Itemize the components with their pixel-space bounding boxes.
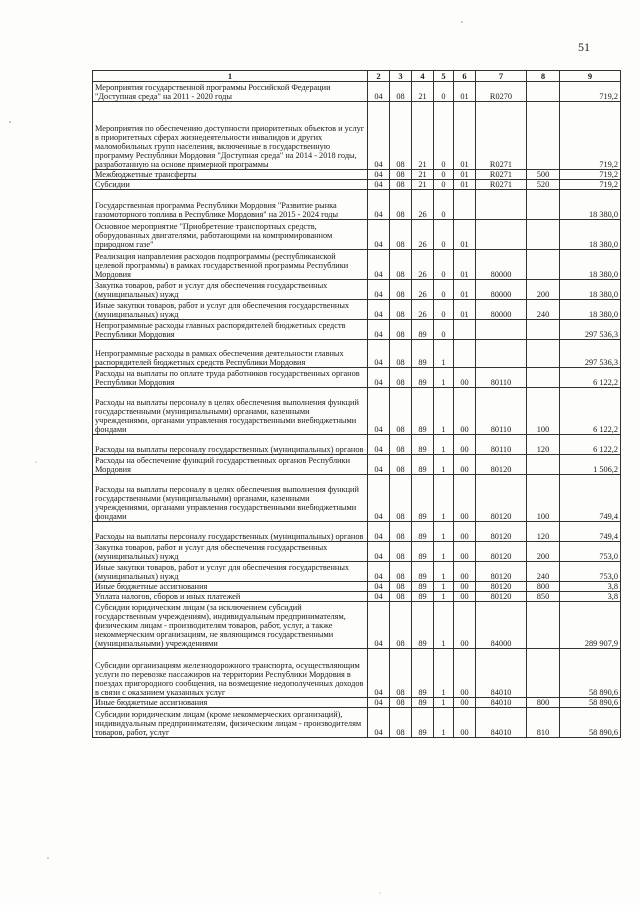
row-code-cell: 04 bbox=[368, 82, 390, 102]
row-code-cell: 719,2 bbox=[560, 180, 621, 190]
row-code-cell: 89 bbox=[412, 522, 434, 542]
row-code-cell bbox=[476, 320, 527, 340]
header-cell: 7 bbox=[476, 71, 527, 82]
row-code-cell: 100 bbox=[527, 475, 560, 522]
row-code-cell bbox=[476, 190, 527, 220]
row-code-cell: 00 bbox=[454, 649, 476, 698]
row-code-cell: 01 bbox=[454, 220, 476, 250]
row-code-cell: 719,2 bbox=[560, 102, 621, 170]
table-row bbox=[93, 455, 621, 475]
table-body bbox=[93, 82, 621, 738]
row-code-cell: 89 bbox=[412, 582, 434, 592]
row-code-cell: 80120 bbox=[476, 455, 527, 475]
row-code-cell: 0 bbox=[434, 320, 454, 340]
row-code-cell: 6 122,2 bbox=[560, 368, 621, 388]
header-cell: 4 bbox=[412, 71, 434, 82]
row-code-cell: 0 bbox=[434, 82, 454, 102]
row-code-cell: 00 bbox=[454, 602, 476, 649]
row-code-cell: 04 bbox=[368, 320, 390, 340]
row-code-cell: 749,4 bbox=[560, 475, 621, 522]
row-code-cell: 00 bbox=[454, 542, 476, 562]
table-row bbox=[93, 542, 621, 562]
row-code-cell: 89 bbox=[412, 340, 434, 368]
row-code-cell: 240 bbox=[527, 300, 560, 320]
row-code-cell: 80110 bbox=[476, 368, 527, 388]
row-code-cell: 3,8 bbox=[560, 582, 621, 592]
row-code-cell: 297 536,3 bbox=[560, 340, 621, 368]
row-code-cell: 6 122,2 bbox=[560, 388, 621, 435]
row-code-cell: 89 bbox=[412, 388, 434, 435]
row-description-cell: Расходы на обеспечение функций государственных органов Республики Мордовия bbox=[93, 455, 368, 475]
row-code-cell bbox=[476, 340, 527, 368]
row-code-cell: 1 bbox=[434, 388, 454, 435]
row-code-cell: 80000 bbox=[476, 300, 527, 320]
row-code-cell: 04 bbox=[368, 368, 390, 388]
row-code-cell: 21 bbox=[412, 180, 434, 190]
table-row bbox=[93, 582, 621, 592]
table-row bbox=[93, 180, 621, 190]
row-code-cell: 21 bbox=[412, 102, 434, 170]
header-cell: 6 bbox=[454, 71, 476, 82]
row-code-cell: 0 bbox=[434, 170, 454, 180]
row-code-cell bbox=[527, 368, 560, 388]
row-code-cell: 1 bbox=[434, 522, 454, 542]
row-code-cell: 21 bbox=[412, 82, 434, 102]
row-description-cell: Субсидии юридическим лицам (кроме некоммерческих организаций), индивидуальным предпринимателям, физическим лицам - производителям товаров, работ, услуг bbox=[93, 708, 368, 738]
row-code-cell: 749,4 bbox=[560, 522, 621, 542]
row-code-cell: 1 bbox=[434, 562, 454, 582]
row-code-cell: R0271 bbox=[476, 102, 527, 170]
row-code-cell: 04 bbox=[368, 435, 390, 455]
row-code-cell: 240 bbox=[527, 562, 560, 582]
table-row bbox=[93, 170, 621, 180]
table-row bbox=[93, 300, 621, 320]
row-code-cell bbox=[527, 190, 560, 220]
row-code-cell: 04 bbox=[368, 542, 390, 562]
page-number: 51 bbox=[578, 40, 590, 54]
row-code-cell: 08 bbox=[390, 602, 412, 649]
row-code-cell: 08 bbox=[390, 592, 412, 602]
table-row bbox=[93, 522, 621, 542]
row-description-cell: Мероприятия по обеспечению доступности приоритетных объектов и услуг в приоритетных сферах жизнедеятельности инвалидов и других маломобильных групп населения, включенные в государственную программу Республики Мордовия "Доступная среда" на 2014 - 2018 годы, разработанную на основе примерной программы bbox=[93, 102, 368, 170]
row-code-cell: 08 bbox=[390, 649, 412, 698]
row-code-cell: 80120 bbox=[476, 522, 527, 542]
row-code-cell: 289 907,9 bbox=[560, 602, 621, 649]
row-code-cell: 89 bbox=[412, 602, 434, 649]
row-code-cell: 04 bbox=[368, 170, 390, 180]
budget-table bbox=[92, 70, 621, 738]
row-code-cell bbox=[527, 250, 560, 280]
row-code-cell: 04 bbox=[368, 582, 390, 592]
table-row bbox=[93, 708, 621, 738]
row-code-cell: 0 bbox=[434, 180, 454, 190]
row-code-cell: 500 bbox=[527, 170, 560, 180]
row-code-cell: 18 380,0 bbox=[560, 220, 621, 250]
row-code-cell: 1 bbox=[434, 708, 454, 738]
row-code-cell: 04 bbox=[368, 708, 390, 738]
row-code-cell: 0 bbox=[434, 300, 454, 320]
row-code-cell: 00 bbox=[454, 368, 476, 388]
row-code-cell: 120 bbox=[527, 435, 560, 455]
row-code-cell: 08 bbox=[390, 220, 412, 250]
row-code-cell bbox=[527, 102, 560, 170]
row-description-cell: Субсидии bbox=[93, 180, 368, 190]
row-description-cell: Реализация направления расходов подпрограммы (республиканской целевой программы) в рамках государственной программы Республики Мордовия bbox=[93, 250, 368, 280]
row-code-cell: 08 bbox=[390, 280, 412, 300]
table-row bbox=[93, 250, 621, 280]
header-cell: 3 bbox=[390, 71, 412, 82]
row-code-cell: 08 bbox=[390, 300, 412, 320]
row-code-cell: 26 bbox=[412, 300, 434, 320]
row-code-cell: 08 bbox=[390, 522, 412, 542]
row-code-cell: 04 bbox=[368, 562, 390, 582]
row-code-cell bbox=[527, 649, 560, 698]
row-code-cell: 01 bbox=[454, 82, 476, 102]
row-code-cell: 297 536,3 bbox=[560, 320, 621, 340]
row-code-cell: 1 bbox=[434, 582, 454, 592]
row-code-cell bbox=[527, 455, 560, 475]
table-row bbox=[93, 340, 621, 368]
table-row bbox=[93, 368, 621, 388]
row-code-cell: 04 bbox=[368, 602, 390, 649]
row-code-cell bbox=[454, 190, 476, 220]
row-code-cell: 08 bbox=[390, 698, 412, 708]
row-code-cell: 200 bbox=[527, 280, 560, 300]
row-code-cell: 04 bbox=[368, 250, 390, 280]
row-code-cell: 04 bbox=[368, 280, 390, 300]
row-code-cell: 0 bbox=[434, 220, 454, 250]
row-code-cell: 80000 bbox=[476, 250, 527, 280]
row-code-cell: 0 bbox=[434, 250, 454, 280]
row-code-cell: 1 bbox=[434, 435, 454, 455]
row-code-cell: 1 bbox=[434, 592, 454, 602]
row-code-cell: 00 bbox=[454, 562, 476, 582]
row-code-cell: 3,8 bbox=[560, 592, 621, 602]
row-code-cell: 1 bbox=[434, 602, 454, 649]
row-code-cell: 0 bbox=[434, 280, 454, 300]
row-code-cell: 84000 bbox=[476, 602, 527, 649]
row-code-cell: 89 bbox=[412, 592, 434, 602]
row-code-cell: 89 bbox=[412, 475, 434, 522]
row-code-cell: 800 bbox=[527, 582, 560, 592]
row-description-cell: Расходы на выплаты персоналу государственных (муниципальных) органов bbox=[93, 435, 368, 455]
row-code-cell: 800 bbox=[527, 698, 560, 708]
row-code-cell: 1 bbox=[434, 368, 454, 388]
row-code-cell: 89 bbox=[412, 320, 434, 340]
row-description-cell: Непрограммные расходы главных распорядителей бюджетных средств Республики Мордовия bbox=[93, 320, 368, 340]
table-row bbox=[93, 190, 621, 220]
row-code-cell: 1 bbox=[434, 455, 454, 475]
row-description-cell: Расходы на выплаты персоналу в целях обеспечения выполнения функций государственными (муниципальными) органами, казенными учреждениями, органами управления государственными внебюджетными фондами bbox=[93, 475, 368, 522]
row-code-cell bbox=[527, 340, 560, 368]
row-code-cell bbox=[454, 320, 476, 340]
row-code-cell: 08 bbox=[390, 388, 412, 435]
row-code-cell: 120 bbox=[527, 522, 560, 542]
row-code-cell: 01 bbox=[454, 102, 476, 170]
table-header-row bbox=[93, 71, 621, 82]
row-code-cell: 04 bbox=[368, 649, 390, 698]
table-row bbox=[93, 320, 621, 340]
row-code-cell: 04 bbox=[368, 190, 390, 220]
row-code-cell: 89 bbox=[412, 455, 434, 475]
row-code-cell: 00 bbox=[454, 522, 476, 542]
row-code-cell: 18 380,0 bbox=[560, 190, 621, 220]
row-code-cell: 01 bbox=[454, 280, 476, 300]
row-code-cell: 100 bbox=[527, 388, 560, 435]
row-description-cell: Расходы на выплаты персоналу государственных (муниципальных) органов bbox=[93, 522, 368, 542]
row-code-cell: 80110 bbox=[476, 388, 527, 435]
row-code-cell: 04 bbox=[368, 220, 390, 250]
row-code-cell: 01 bbox=[454, 170, 476, 180]
table-row bbox=[93, 82, 621, 102]
table-row bbox=[93, 562, 621, 582]
row-code-cell: 1 506,2 bbox=[560, 455, 621, 475]
row-description-cell: Межбюджетные трансферты bbox=[93, 170, 368, 180]
row-code-cell: 01 bbox=[454, 300, 476, 320]
row-code-cell: 04 bbox=[368, 522, 390, 542]
row-code-cell: 1 bbox=[434, 698, 454, 708]
row-code-cell: 1 bbox=[434, 649, 454, 698]
row-code-cell: 520 bbox=[527, 180, 560, 190]
row-code-cell bbox=[454, 340, 476, 368]
row-code-cell: 21 bbox=[412, 170, 434, 180]
row-code-cell: 80110 bbox=[476, 435, 527, 455]
row-code-cell: 08 bbox=[390, 435, 412, 455]
row-code-cell: 04 bbox=[368, 180, 390, 190]
header-cell: 9 bbox=[560, 71, 621, 82]
row-description-cell: Мероприятия государственной программы Российской Федерации "Доступная среда" на 2011 - 2020 годы bbox=[93, 82, 368, 102]
row-code-cell: 08 bbox=[390, 475, 412, 522]
row-code-cell bbox=[527, 82, 560, 102]
row-code-cell: 80120 bbox=[476, 582, 527, 592]
row-code-cell: 01 bbox=[454, 180, 476, 190]
row-code-cell: 1 bbox=[434, 542, 454, 562]
row-code-cell: 04 bbox=[368, 475, 390, 522]
row-code-cell: 08 bbox=[390, 180, 412, 190]
table-row bbox=[93, 475, 621, 522]
table-row bbox=[93, 388, 621, 435]
row-code-cell: 00 bbox=[454, 388, 476, 435]
row-code-cell: 08 bbox=[390, 170, 412, 180]
row-description-cell: Иные бюджетные ассигнования bbox=[93, 698, 368, 708]
row-code-cell bbox=[476, 220, 527, 250]
table-row bbox=[93, 602, 621, 649]
row-code-cell: 01 bbox=[454, 250, 476, 280]
row-code-cell: 08 bbox=[390, 102, 412, 170]
row-code-cell: 08 bbox=[390, 250, 412, 280]
row-description-cell: Непрограммные расходы в рамках обеспечения деятельности главных распорядителей бюджетных средств Республики Мордовия bbox=[93, 340, 368, 368]
table-row bbox=[93, 102, 621, 170]
table-row bbox=[93, 220, 621, 250]
row-code-cell: 89 bbox=[412, 708, 434, 738]
row-code-cell: 08 bbox=[390, 582, 412, 592]
row-code-cell: 0 bbox=[434, 102, 454, 170]
row-description-cell: Расходы на выплаты персоналу в целях обеспечения выполнения функций государственными (муниципальными) органами, казенными учреждениями, органами управления государственными внебюджетными фондами bbox=[93, 388, 368, 435]
header-cell: 1 bbox=[93, 71, 368, 82]
row-code-cell: 08 bbox=[390, 368, 412, 388]
row-description-cell: Иные бюджетные ассигнования bbox=[93, 582, 368, 592]
row-code-cell: 26 bbox=[412, 250, 434, 280]
row-code-cell: 719,2 bbox=[560, 170, 621, 180]
row-code-cell bbox=[527, 220, 560, 250]
header-cell: 8 bbox=[527, 71, 560, 82]
row-code-cell: 04 bbox=[368, 592, 390, 602]
row-code-cell: 18 380,0 bbox=[560, 280, 621, 300]
row-code-cell: 00 bbox=[454, 455, 476, 475]
row-code-cell: R0271 bbox=[476, 180, 527, 190]
row-code-cell: 08 bbox=[390, 708, 412, 738]
row-code-cell: 04 bbox=[368, 340, 390, 368]
row-code-cell bbox=[527, 320, 560, 340]
row-code-cell: 04 bbox=[368, 698, 390, 708]
row-code-cell: 89 bbox=[412, 649, 434, 698]
row-code-cell: 850 bbox=[527, 592, 560, 602]
row-code-cell: 84010 bbox=[476, 649, 527, 698]
row-code-cell: 04 bbox=[368, 455, 390, 475]
row-code-cell: 89 bbox=[412, 368, 434, 388]
row-code-cell: 753,0 bbox=[560, 562, 621, 582]
row-code-cell: 08 bbox=[390, 82, 412, 102]
row-code-cell: 80120 bbox=[476, 475, 527, 522]
row-code-cell: 58 890,6 bbox=[560, 708, 621, 738]
row-code-cell: R0270 bbox=[476, 82, 527, 102]
row-code-cell: 00 bbox=[454, 582, 476, 592]
row-code-cell: 80000 bbox=[476, 280, 527, 300]
row-description-cell: Иные закупки товаров, работ и услуг для обеспечения государственных (муниципальных) нужд bbox=[93, 300, 368, 320]
row-description-cell: Основное мероприятие "Приобретение транспортных средств, оборудованных двигателями, работающими на компримированном природном газе" bbox=[93, 220, 368, 250]
row-code-cell: 810 bbox=[527, 708, 560, 738]
row-code-cell: 08 bbox=[390, 340, 412, 368]
row-code-cell bbox=[527, 602, 560, 649]
row-code-cell: 58 890,6 bbox=[560, 698, 621, 708]
row-code-cell: 80120 bbox=[476, 592, 527, 602]
row-description-cell: Иные закупки товаров, работ и услуг для обеспечения государственных (муниципальных) нужд bbox=[93, 562, 368, 582]
row-code-cell: 08 bbox=[390, 320, 412, 340]
row-code-cell: 200 bbox=[527, 542, 560, 562]
row-code-cell: 1 bbox=[434, 340, 454, 368]
row-code-cell: 89 bbox=[412, 562, 434, 582]
row-code-cell: 00 bbox=[454, 708, 476, 738]
row-description-cell: Субсидии организациям железнодорожного транспорта, осуществляющим услуги по перевозке пассажиров на территории Республики Мордовия в поездах пригородного сообщения, на возмещение недополученных доходов в связи с оказанием указанных услуг bbox=[93, 649, 368, 698]
row-code-cell: 08 bbox=[390, 455, 412, 475]
row-code-cell: 6 122,2 bbox=[560, 435, 621, 455]
row-code-cell: 26 bbox=[412, 220, 434, 250]
row-code-cell: 58 890,6 bbox=[560, 649, 621, 698]
row-code-cell: 80120 bbox=[476, 542, 527, 562]
row-code-cell: 18 380,0 bbox=[560, 300, 621, 320]
row-description-cell: Закупка товаров, работ и услуг для обеспечения государственных (муниципальных) нужд bbox=[93, 280, 368, 300]
row-code-cell: 719,2 bbox=[560, 82, 621, 102]
row-description-cell: Государственная программа Республики Мордовия "Развитие рынка газомоторного топлива в Республике Мордовия" на 2015 - 2024 годы bbox=[93, 190, 368, 220]
row-code-cell: 1 bbox=[434, 475, 454, 522]
row-code-cell: 84010 bbox=[476, 708, 527, 738]
row-code-cell: 26 bbox=[412, 280, 434, 300]
row-description-cell: Закупка товаров, работ и услуг для обеспечения государственных (муниципальных) нужд bbox=[93, 542, 368, 562]
row-code-cell: 89 bbox=[412, 542, 434, 562]
header-cell: 5 bbox=[434, 71, 454, 82]
row-code-cell: 00 bbox=[454, 592, 476, 602]
row-code-cell: 08 bbox=[390, 542, 412, 562]
row-code-cell: 753,0 bbox=[560, 542, 621, 562]
row-code-cell: 80120 bbox=[476, 562, 527, 582]
row-code-cell: 00 bbox=[454, 698, 476, 708]
table-row bbox=[93, 435, 621, 455]
row-code-cell: R0271 bbox=[476, 170, 527, 180]
row-code-cell: 00 bbox=[454, 435, 476, 455]
row-description-cell: Уплата налогов, сборов и иных платежей bbox=[93, 592, 368, 602]
row-code-cell: 18 380,0 bbox=[560, 250, 621, 280]
row-description-cell: Расходы на выплаты по оплате труда работников государственных органов Республики Мордовия bbox=[93, 368, 368, 388]
row-code-cell: 84010 bbox=[476, 698, 527, 708]
row-code-cell: 89 bbox=[412, 698, 434, 708]
row-code-cell: 08 bbox=[390, 190, 412, 220]
row-code-cell: 04 bbox=[368, 102, 390, 170]
row-code-cell: 89 bbox=[412, 435, 434, 455]
table-row bbox=[93, 592, 621, 602]
row-code-cell: 08 bbox=[390, 562, 412, 582]
table-row bbox=[93, 698, 621, 708]
row-code-cell: 26 bbox=[412, 190, 434, 220]
row-code-cell: 04 bbox=[368, 300, 390, 320]
row-code-cell: 04 bbox=[368, 388, 390, 435]
table-row bbox=[93, 280, 621, 300]
header-cell: 2 bbox=[368, 71, 390, 82]
row-code-cell: 00 bbox=[454, 475, 476, 522]
row-description-cell: Субсидии юридическим лицам (за исключением субсидий государственным учреждениям), индивидуальным предпринимателям, физическим лицам - производителям товаров, работ, услуг, а также некоммерческим организациям, не являющимся государственными (муниципальными) учреждениями bbox=[93, 602, 368, 649]
row-code-cell: 0 bbox=[434, 190, 454, 220]
table-row bbox=[93, 649, 621, 698]
